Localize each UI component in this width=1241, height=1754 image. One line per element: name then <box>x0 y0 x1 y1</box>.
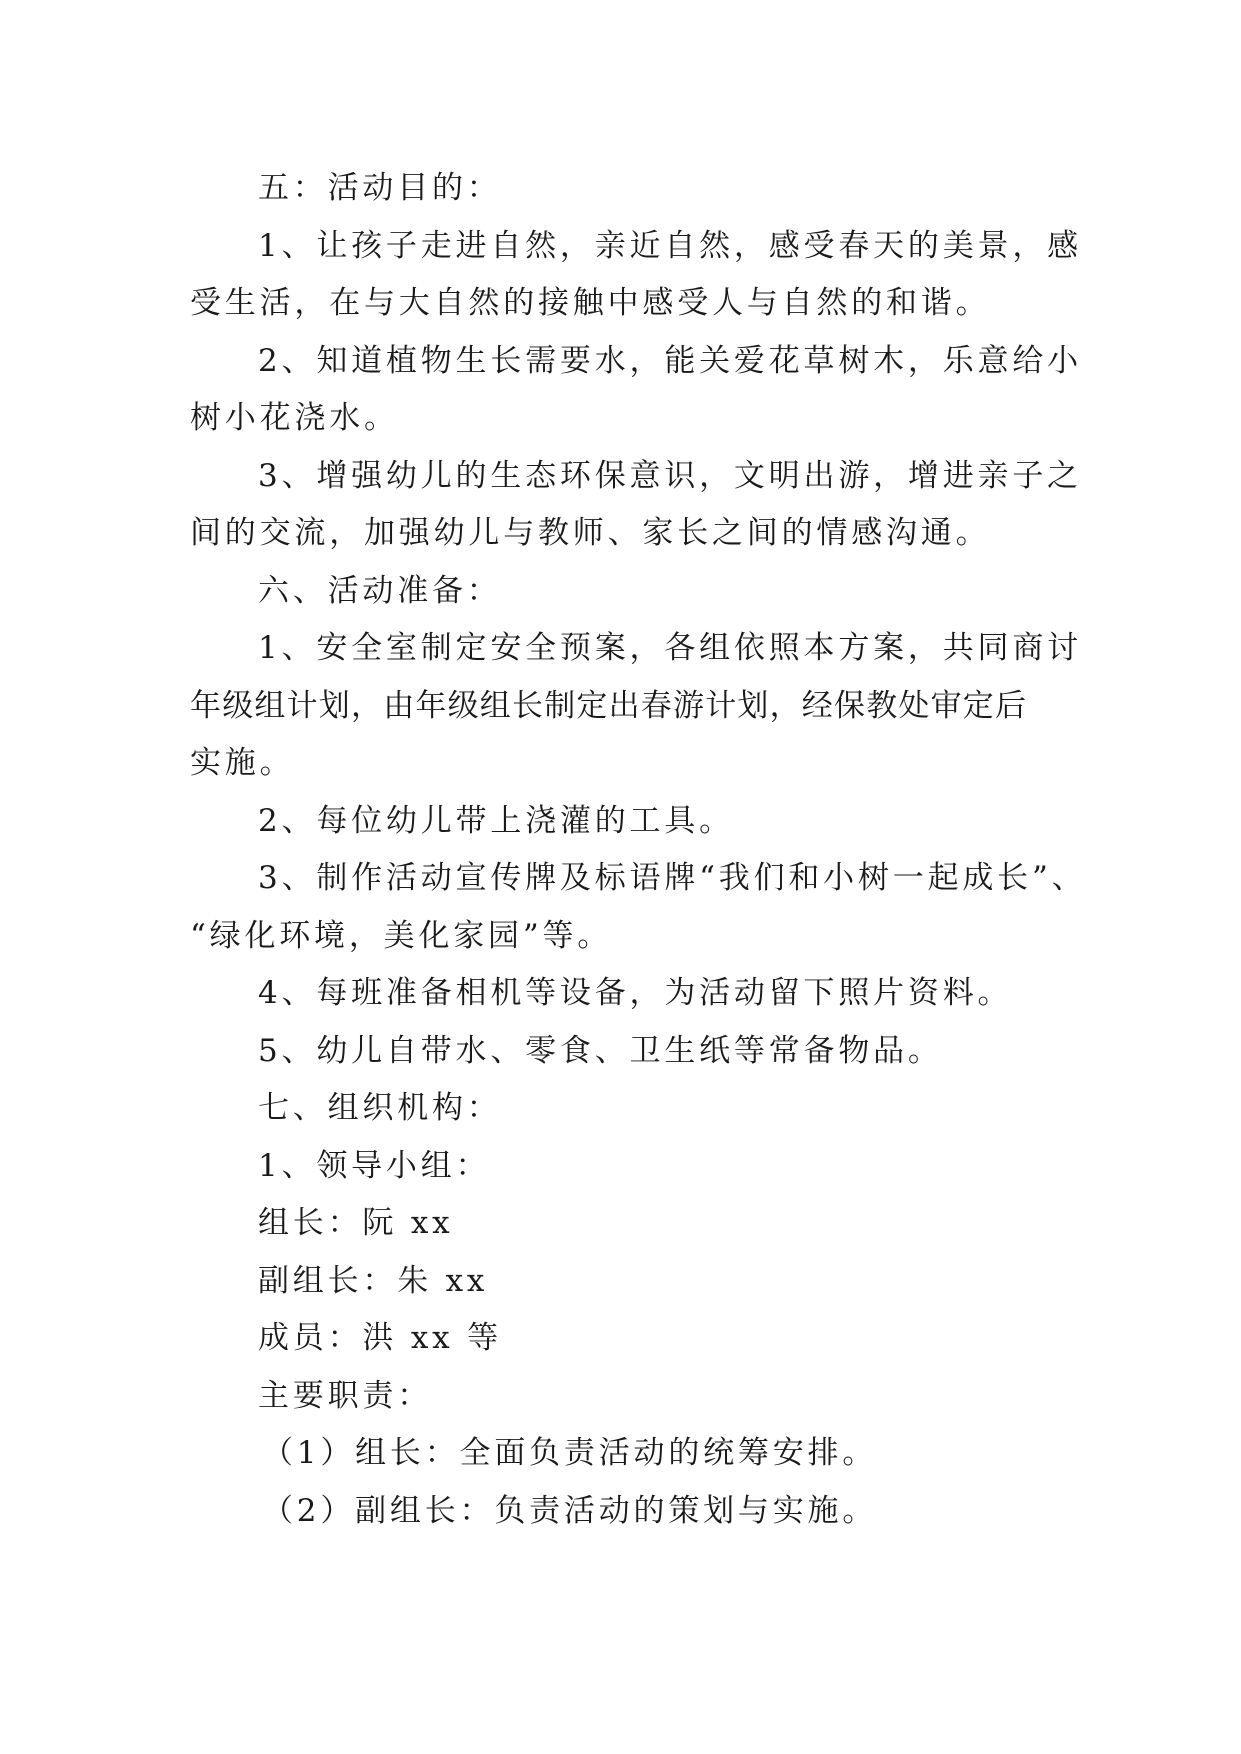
paragraph-line: 3、制作活动宣传牌及标语牌“我们和小树一起成长”、 <box>258 860 1087 896</box>
paragraph-line: 实施。 <box>190 745 295 781</box>
paragraph-line: 树小花浇水。 <box>190 400 399 436</box>
paragraph-line: 2、知道植物生长需要水，能关爱花草树木，乐意给小 <box>258 343 1082 379</box>
paragraph-line: （2）副组长：负责活动的策划与实施。 <box>262 1493 878 1529</box>
paragraph-line: （1）组长：全面负责活动的统筹安排。 <box>262 1435 878 1471</box>
paragraph-line: 副组长：朱 xx <box>258 1263 489 1299</box>
section-heading: 六、活动准备： <box>258 573 502 609</box>
paragraph-line: 受生活，在与大自然的接触中感受人与自然的和谐。 <box>190 285 991 321</box>
paragraph-line: 成员：洪 xx 等 <box>258 1320 502 1356</box>
section-heading: 七、组织机构： <box>258 1090 502 1126</box>
paragraph-line: 5、幼儿自带水、零食、卫生纸等常备物品。 <box>258 1033 943 1069</box>
paragraph-line: 1、领导小组： <box>258 1148 491 1184</box>
paragraph-line: 4、每班准备相机等设备，为活动留下照片资料。 <box>258 975 1013 1011</box>
paragraph-line: 主要职责： <box>258 1378 432 1414</box>
paragraph-line: 间的交流，加强幼儿与教师、家长之间的情感沟通。 <box>190 515 991 551</box>
section-heading: 五：活动目的： <box>258 170 502 206</box>
paragraph-line: 1、安全室制定安全预案，各组依照本方案，共同商讨 <box>258 630 1082 666</box>
paragraph-line: 2、每位幼儿带上浇灌的工具。 <box>258 803 734 839</box>
paragraph-line: 1、让孩子走进自然，亲近自然，感受春天的美景，感 <box>258 228 1082 264</box>
paragraph-line: 3、增强幼儿的生态环保意识，文明出游，增进亲子之 <box>258 458 1082 494</box>
paragraph-line: 组长：阮 xx <box>258 1205 454 1241</box>
paragraph-line: 年级组计划，由年级组长制定出春游计划，经保教处审定后 <box>190 688 1028 724</box>
paragraph-line: “绿化环境，美化家园”等。 <box>190 918 613 954</box>
